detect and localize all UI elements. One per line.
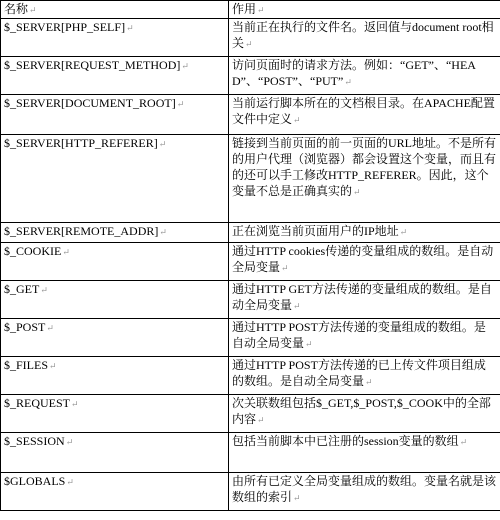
variable-usage: 链接到当前页面的前一页面的URL地址。不是所有的用户代理（浏览器）都会设置这个变量，而且有的还可以手工修改HTTP_REFERER。因此，这个变量不总是正确真实的 [232,136,497,198]
table-row [1,95,500,135]
variable-usage: 当前正在执行的文件名。返回值与document root相关 [232,20,494,50]
variable-usage: 通过HTTP cookies传递的变量组成的数组。是自动全局变量 [232,244,494,274]
variable-name: $_SERVER[DOCUMENT_ROOT] [4,96,176,110]
header-usage: 作用 [232,2,257,16]
variable-cell: $_SERVER[REMOTE_ADDR]↵ [1,223,229,243]
variable-name: $_GET [4,282,40,296]
variable-usage: 访问页面时的请求方法。例如：“GET”、“HEAD”、“POST”、“PUT” [232,58,476,88]
table-row [1,19,500,57]
variable-cell: $_POST↵ [1,319,229,357]
table-row [1,223,500,243]
variable-name: $_SERVER[PHP_SELF] [4,20,126,34]
usage-cell: 通过HTTP POST方法传递的变量组成的数组。是自动全局变量↵ [229,319,500,357]
table-row [1,135,500,223]
variable-usage: 次关联数组包括$_GET,$_POST,$_COOK中的全部内容 [232,396,491,426]
variable-cell: $_COOKIE↵ [1,243,229,281]
variable-name: $_COOKIE [4,244,62,258]
usage-cell: 包括当前脚本中已注册的session变量的数组↵ [229,433,500,473]
table-row [1,473,500,511]
variable-usage: 当前运行脚本所在的文档根目录。在APACHE配置文件中定义 [232,96,495,126]
variable-usage: 正在浏览当前页面用户的IP地址 [232,224,399,238]
table-row [1,433,500,473]
variable-usage: 包括当前脚本中已注册的session变量的数组 [232,434,459,448]
variable-name: $_SERVER[REMOTE_ADDR] [4,224,159,238]
table-header-row [1,1,500,19]
variable-cell: $_GET↵ [1,281,229,319]
header-cell-usage: 作用↵ [229,1,500,19]
variable-name: $_SERVER[HTTP_REFERER] [4,136,158,150]
variable-usage: 通过HTTP POST方法传递的已上传文件项目组成的数组。是自动全局变量 [232,358,486,388]
usage-cell: 通过HTTP GET方法传递的变量组成的数组。是自动全局变量↵ [229,281,500,319]
usage-cell: 访问页面时的请求方法。例如：“GET”、“HEAD”、“POST”、“PUT”↵ [229,57,500,95]
usage-cell: 正在浏览当前页面用户的IP地址↵ [229,223,500,243]
variable-usage: 通过HTTP POST方法传递的变量组成的数组。是自动全局变量 [232,320,486,350]
variable-cell: $GLOBALS↵ [1,473,229,511]
variable-cell: $_SERVER[PHP_SELF]↵ [1,19,229,57]
table-row [1,243,500,281]
variable-name: $GLOBALS [4,474,66,488]
variable-name: $_SERVER[REQUEST_METHOD] [4,58,181,72]
usage-cell: 链接到当前页面的前一页面的URL地址。不是所有的用户代理（浏览器）都会设置这个变量，而且有的还可以手工修改HTTP_REFERER。因此，这个变量不总是正确真实的↵ [229,135,500,223]
variable-cell: $_FILES↵ [1,357,229,395]
usage-cell: 通过HTTP POST方法传递的已上传文件项目组成的数组。是自动全局变量↵ [229,357,500,395]
usage-cell: 当前正在执行的文件名。返回值与document root相关↵ [229,19,500,57]
table-row [1,57,500,95]
header-cell-name: 名称↵ [1,1,229,19]
table-row [1,281,500,319]
variable-name: $_REQUEST [4,396,70,410]
table-row [1,395,500,433]
variable-cell: $_SERVER[HTTP_REFERER]↵ [1,135,229,223]
usage-cell: 由所有已定义全局变量组成的数组。变量名就是该数组的索引↵ [229,473,500,511]
table-row [1,357,500,395]
variable-name: $_FILES [4,358,49,372]
variable-name: $_POST [4,320,46,334]
table-row [1,319,500,357]
usage-cell: 当前运行脚本所在的文档根目录。在APACHE配置文件中定义↵ [229,95,500,135]
variable-cell: $_SESSION↵ [1,433,229,473]
variable-cell: $_SERVER[DOCUMENT_ROOT]↵ [1,95,229,135]
usage-cell: 通过HTTP cookies传递的变量组成的数组。是自动全局变量↵ [229,243,500,281]
variable-name: $_SESSION [4,434,65,448]
header-name: 名称 [4,2,29,16]
usage-cell: 次关联数组包括$_GET,$_POST,$_COOK中的全部内容↵ [229,395,500,433]
variable-cell: $_SERVER[REQUEST_METHOD]↵ [1,57,229,95]
variable-cell: $_REQUEST↵ [1,395,229,433]
variable-usage: 由所有已定义全局变量组成的数组。变量名就是该数组的索引 [232,474,497,504]
variable-usage: 通过HTTP GET方法传递的变量组成的数组。是自动全局变量 [232,282,492,312]
